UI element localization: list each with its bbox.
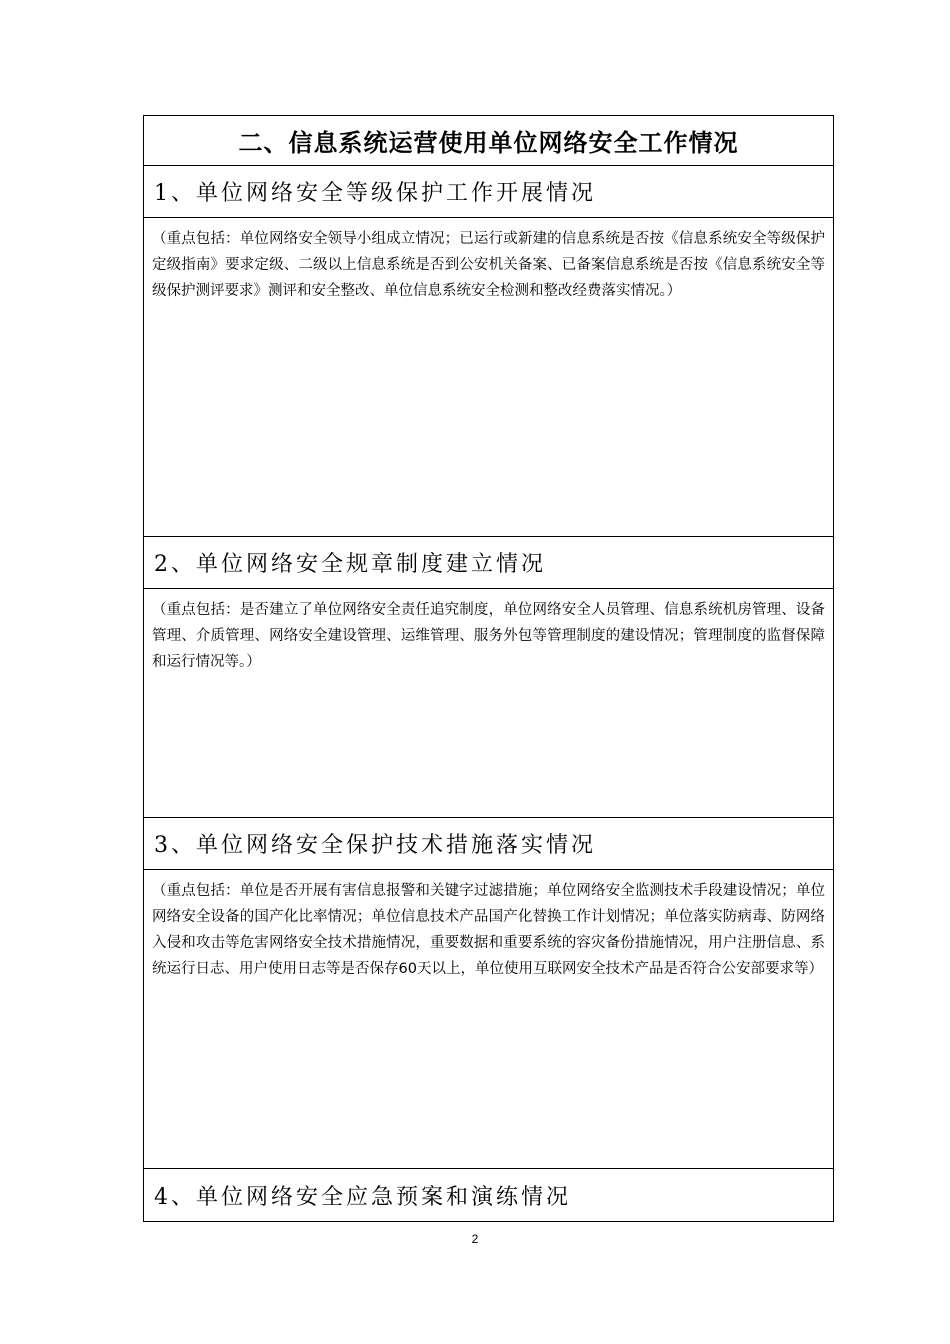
section-3-heading: 3、单位网络安全保护技术措施落实情况 bbox=[144, 818, 833, 870]
section-4-heading: 4、单位网络安全应急预案和演练情况 bbox=[154, 1184, 571, 1210]
section-1-note: （重点包括：单位网络安全领导小组成立情况；已运行或新建的信息系统是否按《信息系统安全等级保护定级指南》要求定级、二级以上信息系统是否到公安机关备案、已备案信息系统是否按《信息系统安全等级保护测评要求》测评和安全整改、单位信息系统安全检测和整改经费落实情况。） bbox=[144, 218, 833, 537]
page-number: 2 bbox=[471, 1232, 479, 1246]
section-2-note: （重点包括：是否建立了单位网络安全责任追究制度，单位网络安全人员管理、信息系统机房管理、设备管理、介质管理、网络安全建设管理、运维管理、服务外包等管理制度的建设情况；管理制度的监督保障和运行情况等。） bbox=[144, 589, 833, 818]
security-work-table bbox=[143, 115, 834, 1222]
table-title: 二、信息系统运营使用单位网络安全工作情况 bbox=[144, 116, 833, 166]
section-1-heading: 1、单位网络安全等级保护工作开展情况 bbox=[144, 166, 833, 218]
section-2-heading: 2、单位网络安全规章制度建立情况 bbox=[144, 537, 833, 589]
section-3-note: （重点包括：单位是否开展有害信息报警和关键字过滤措施；单位网络安全监测技术手段建设情况；单位网络安全设备的国产化比率情况；单位信息技术产品国产化替换工作计划情况；单位落实防病毒、防网络入侵和攻击等危害网络安全技术措施情况，重要数据和重要系统的容灾备份措施情况，用户注册信息、系统运行日志、用户使用日志等是否保存60天以上，单位使用互联网安全技术产品是否符合公安部要求等） bbox=[144, 870, 833, 1169]
